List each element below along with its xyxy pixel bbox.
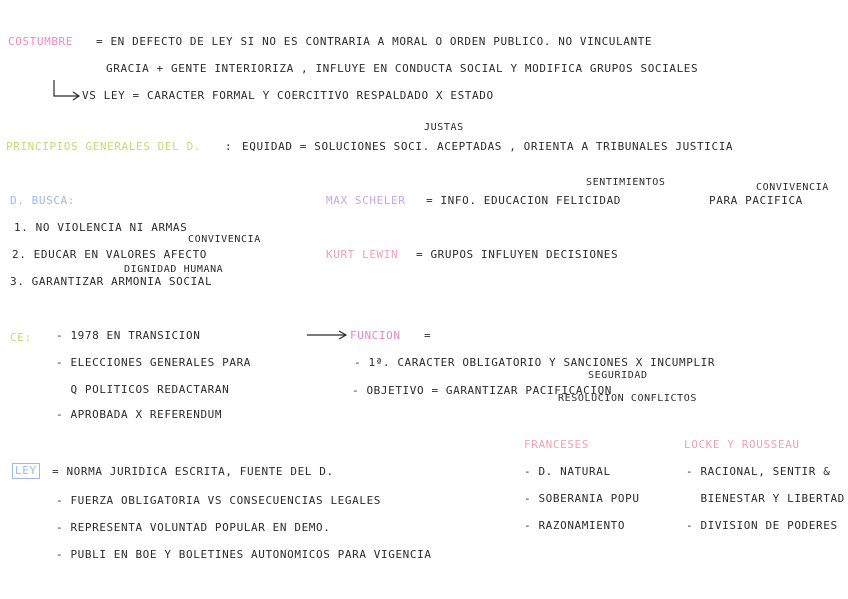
right-arrow-icon: [306, 329, 348, 341]
ce-item-1: - 1978 EN TRANSICION: [56, 329, 201, 342]
d-busca-item-2: 2. EDUCAR EN VALORES AFECTO: [12, 248, 208, 261]
ley-item-3: - PUBLI EN BOE Y BOLETINES AUTONOMICOS PARA VIGENCIA: [56, 548, 432, 561]
principios-equidad: EQUIDAD = SOLUCIONES SOCI. ACEPTADAS , ORIENTA A TRIBUNALES JUSTICIA: [242, 140, 734, 153]
locke-item-3: - DIVISION DE PODERES: [686, 519, 838, 532]
funcion-equals: =: [424, 329, 432, 342]
locke-rousseau-heading: LOCKE Y ROUSSEAU: [684, 438, 800, 451]
kurt-lewin-heading: KURT LEWIN: [326, 248, 399, 261]
d-busca-heading: D. BUSCA:: [10, 194, 76, 207]
d-busca-item-1: 1. NO VIOLENCIA NI ARMAS: [14, 221, 188, 234]
ley-item-2: - REPRESENTA VOLUNTAD POPULAR EN DEMO.: [56, 521, 331, 534]
ce-heading: CE:: [10, 331, 32, 344]
ley-heading: LEY: [12, 463, 40, 479]
locke-item-2: BIENESTAR Y LIBERTAD: [686, 492, 845, 505]
funcion-note-seguridad: SEGURIDAD: [588, 370, 648, 381]
franceses-item-1: - D. NATURAL: [524, 465, 611, 478]
max-scheler-text-2: PARA PACIFICA: [709, 194, 803, 207]
ce-item-2: - ELECCIONES GENERALES PARA: [56, 356, 252, 369]
principios-heading: PRINCIPIOS GENERALES DEL D.: [6, 140, 202, 153]
ley-item-1: - FUERZA OBLIGATORIA VS CONSECUENCIAS LEGALES: [56, 494, 382, 507]
funcion-line-1: - 1ª. CARACTER OBLIGATORIO Y SANCIONES X INCUMPLIR: [354, 356, 716, 369]
costumbre-definition: = EN DEFECTO DE LEY SI NO ES CONTRARIA A MORAL O ORDEN PUBLICO. NO VINCULANTE: [96, 35, 653, 48]
funcion-heading: FUNCION: [350, 329, 401, 342]
ce-item-4: - APROBADA X REFERENDUM: [56, 408, 223, 421]
costumbre-vs-ley: VS LEY = CARACTER FORMAL Y COERCITIVO RESPALDADO X ESTADO: [82, 89, 494, 102]
ce-item-3: Q POLITICOS REDACTARAN: [56, 383, 230, 396]
funcion-line-2: - OBJETIVO = GARANTIZAR PACIFICACION: [352, 384, 613, 397]
scheler-note-convivencia: CONVIVENCIA: [756, 182, 829, 193]
max-scheler-heading: MAX SCHELER: [326, 194, 406, 207]
costumbre-influence: GRACIA + GENTE INTERIORIZA , INFLUYE EN CONDUCTA SOCIAL Y MODIFICA GRUPOS SOCIALES: [106, 62, 699, 75]
locke-item-1: - RACIONAL, SENTIR &: [686, 465, 831, 478]
costumbre-heading: COSTUMBRE: [8, 35, 74, 48]
d-busca-note-dignidad: DIGNIDAD HUMANA: [124, 264, 224, 275]
franceses-item-3: - RAZONAMIENTO: [524, 519, 626, 532]
ley-definition: = NORMA JURIDICA ESCRITA, FUENTE DEL D.: [52, 465, 334, 478]
funcion-note-resolucion: RESOLUCION CONFLICTOS: [558, 393, 698, 404]
franceses-heading: FRANCESES: [524, 438, 590, 451]
principios-note: JUSTAS: [424, 122, 464, 133]
d-busca-item-3: 3. GARANTIZAR ARMONIA SOCIAL: [10, 275, 213, 288]
scheler-note-sentimientos: SENTIMIENTOS: [586, 177, 666, 188]
franceses-item-2: - SOBERANIA POPU: [524, 492, 640, 505]
d-busca-note-convivencia: CONVIVENCIA: [188, 234, 261, 245]
kurt-lewin-text: = GRUPOS INFLUYEN DECISIONES: [416, 248, 619, 261]
bent-arrow-icon: [52, 80, 82, 102]
max-scheler-text: = INFO. EDUCACION FELICIDAD: [426, 194, 622, 207]
principios-separator: :: [225, 140, 233, 153]
